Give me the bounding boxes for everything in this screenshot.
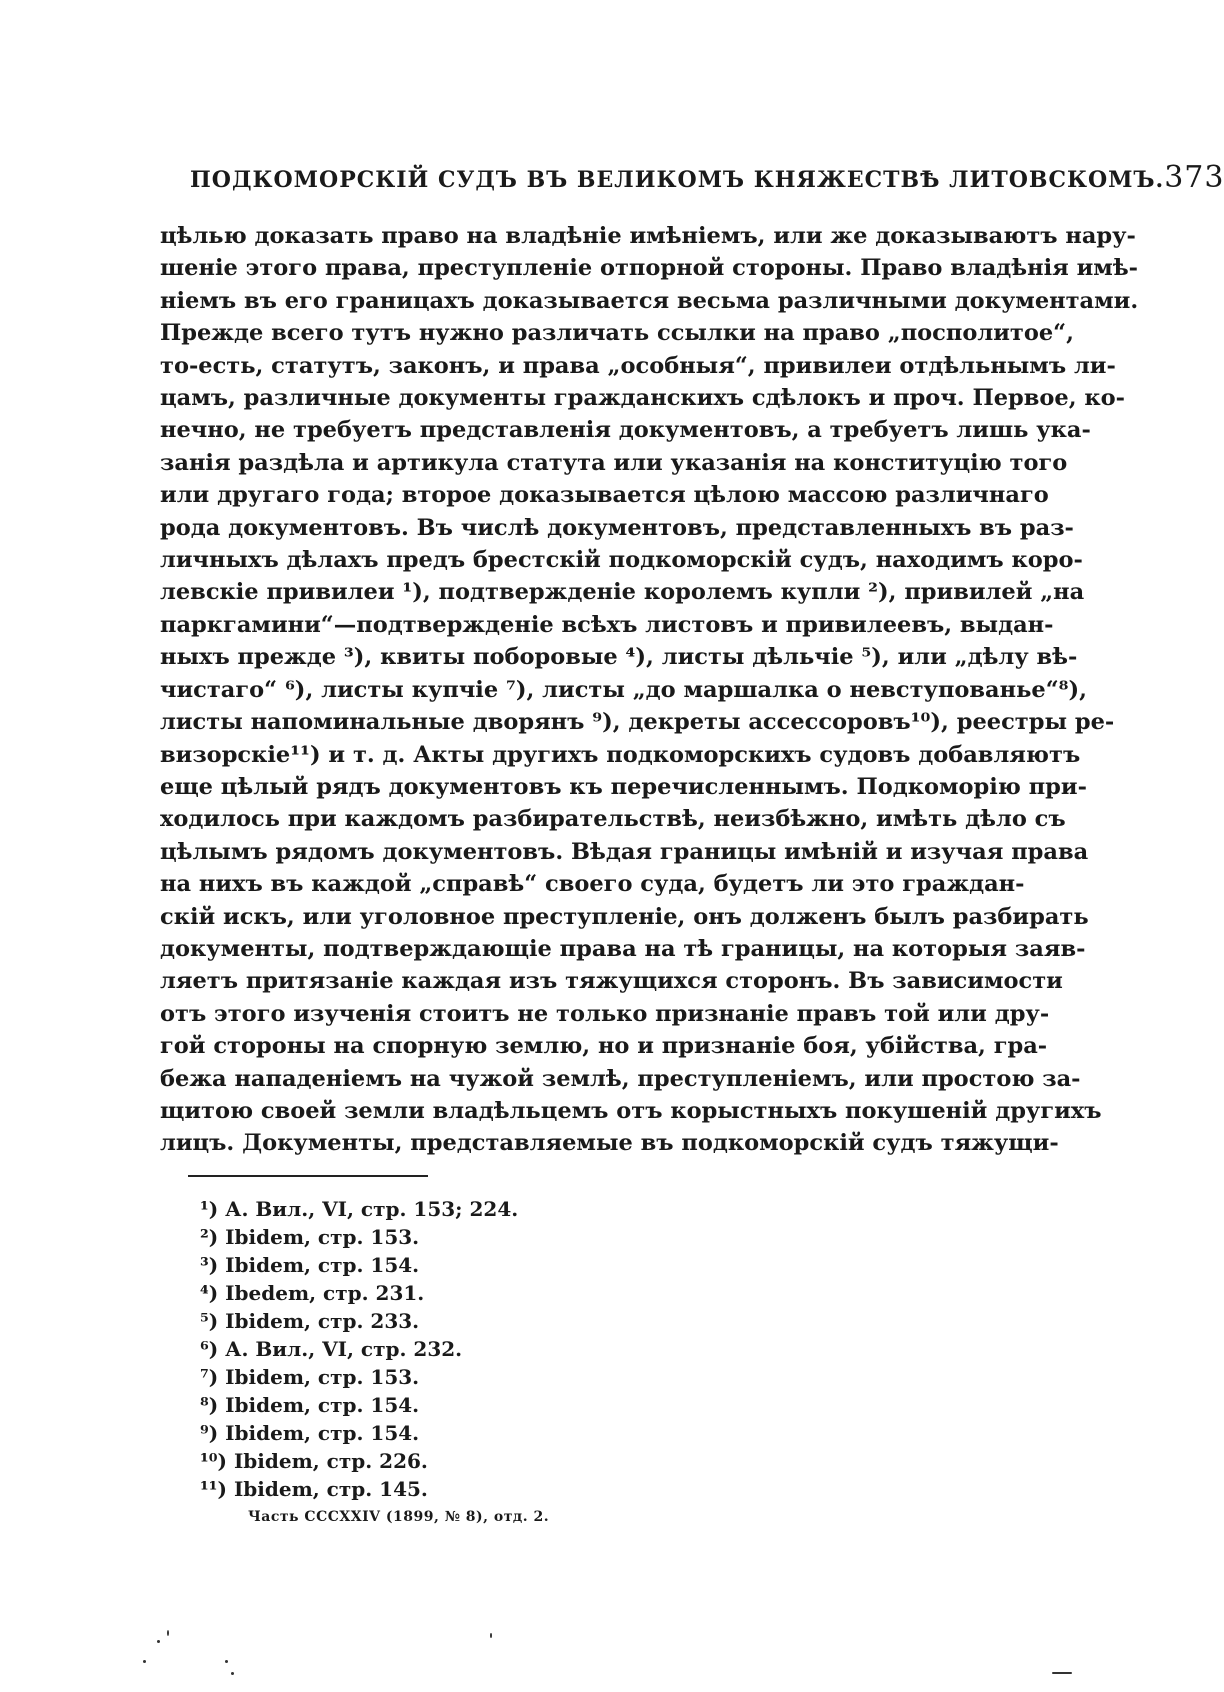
- body-line: лицъ. Документы, представляемые въ подкоморскій судъ тяжущи-: [160, 1130, 1059, 1157]
- scan-speck: [1052, 1672, 1072, 1674]
- footnote: ¹) А. Вил., VI, стр. 153; 224.: [200, 1197, 519, 1221]
- scan-speck: [490, 1633, 492, 1638]
- printer-signature: Часть CCCXXIV (1899, № 8), отд. 2.: [248, 1509, 550, 1525]
- footnote: ⁷) Ibidem, стр. 153.: [200, 1365, 420, 1389]
- body-line: отъ этого изученія стоитъ не только признаніе правъ той или дру-: [160, 1000, 1050, 1027]
- body-line: документы, подтверждающіе права на тѣ границы, на которыя заяв-: [160, 935, 1086, 962]
- body-line: левскіе привилеи ¹), подтвержденіе королемъ купли ²), привилей „на: [160, 579, 1085, 606]
- body-line: или другаго года; второе доказывается цѣлою массою различнаго: [160, 482, 1049, 509]
- body-line: чистаго“ ⁶), листы купчіе ⁷), листы „до маршалка о невступованье“⁸),: [160, 676, 1087, 703]
- body-line: щитою своей земли владѣльцемъ отъ корыстныхъ покушеній другихъ: [160, 1097, 1102, 1124]
- body-line: бежа нападеніемъ на чужой землѣ, преступленіемъ, или простою за-: [160, 1065, 1081, 1092]
- body-line: шеніе этого права, преступленіе отпорной стороны. Право владѣнія имѣ-: [160, 255, 1138, 282]
- footnote-divider: [188, 1175, 428, 1177]
- running-header: [190, 160, 1224, 195]
- body-line: цамъ, различные документы гражданскихъ сдѣлокъ и проч. Первое, ко-: [160, 385, 1125, 412]
- body-line: личныхъ дѣлахъ предъ брестскій подкоморскій судъ, находимъ коро-: [160, 547, 1083, 574]
- body-line: листы напоминальные дворянъ ⁹), декреты ассессоровъ¹⁰), реестры ре-: [160, 709, 1115, 736]
- page-number: 373: [1164, 160, 1224, 195]
- footnote: ⁴) Ibedem, стр. 231.: [200, 1281, 425, 1305]
- body-text: [160, 220, 1139, 1160]
- body-line: на нихъ въ каждой „справѣ“ своего суда, будетъ ли это граждан-: [160, 871, 1025, 898]
- footnote: ²) Ibidem, стр. 153.: [200, 1225, 420, 1249]
- header-title: ПОДКОМОРСКІЙ СУДЪ ВЪ ВЕЛИКОМЪ КНЯЖЕСТВѢ ЛИТОВСКОМЪ.: [190, 167, 1165, 193]
- footnote: ⁸) Ibidem, стр. 154.: [200, 1393, 420, 1417]
- scan-speck: [231, 1672, 234, 1675]
- body-line: паркгамини“—подтвержденіе всѣхъ листовъ и привилеевъ, выдан-: [160, 611, 1054, 638]
- body-line: занія раздѣла и артикула статута или указанія на конституцію того: [160, 449, 1068, 476]
- footnote: ¹¹) Ibidem, стр. 145.: [200, 1477, 428, 1501]
- body-line: скій искъ, или уголовное преступленіе, онъ долженъ былъ разбирать: [160, 903, 1089, 930]
- body-line: цѣлью доказать право на владѣніе имѣніемъ, или же доказываютъ нару-: [160, 223, 1136, 249]
- body-line: гой стороны на спорную землю, но и признаніе боя, убійства, гра-: [160, 1033, 1048, 1060]
- footnote: ⁹) Ibidem, стр. 154.: [200, 1421, 420, 1445]
- body-line: еще цѣлый рядъ документовъ къ перечисленнымъ. Подкоморію при-: [160, 773, 1087, 800]
- body-line: ніемъ въ его границахъ доказывается весьма различными документами.: [160, 287, 1139, 314]
- scan-speck: [143, 1660, 146, 1663]
- body-line: то-есть, статутъ, законъ, и права „особныя“, привилеи отдѣльнымъ ли-: [160, 352, 1116, 379]
- body-line: рода документовъ. Въ числѣ документовъ, представленныхъ въ раз-: [160, 514, 1074, 541]
- scan-speck: [167, 1630, 169, 1636]
- body-line: ходилось при каждомъ разбирательствѣ, неизбѣжно, имѣть дѣло съ: [160, 806, 1066, 833]
- footnote: ¹⁰) Ibidem, стр. 226.: [200, 1449, 428, 1473]
- body-line: Прежде всего тутъ нужно различать ссылки на право „посполитое“,: [160, 320, 1074, 347]
- body-line: визорскіе¹¹) и т. д. Акты другихъ подкоморскихъ судовъ добавляютъ: [160, 741, 1081, 768]
- footnotes: [200, 1195, 700, 1503]
- body-line: цѣлымъ рядомъ документовъ. Вѣдая границы имѣній и изучая права: [160, 838, 1089, 865]
- body-line: нечно, не требуетъ представленія документовъ, а требуетъ лишь ука-: [160, 417, 1091, 444]
- footnote: ⁵) Ibidem, стр. 233.: [200, 1309, 420, 1333]
- footnote: ⁶) А. Вил., VI, стр. 232.: [200, 1337, 463, 1361]
- body-line: ныхъ прежде ³), квиты поборовые ⁴), листы дѣльчіе ⁵), или „дѣлу вѣ-: [160, 644, 1078, 671]
- body-line: ляетъ притязаніе каждая изъ тяжущихся сторонъ. Въ зависимости: [160, 968, 1063, 995]
- scan-speck: [225, 1660, 228, 1663]
- footnote: ³) Ibidem, стр. 154.: [200, 1253, 420, 1277]
- scan-speck: [157, 1640, 160, 1643]
